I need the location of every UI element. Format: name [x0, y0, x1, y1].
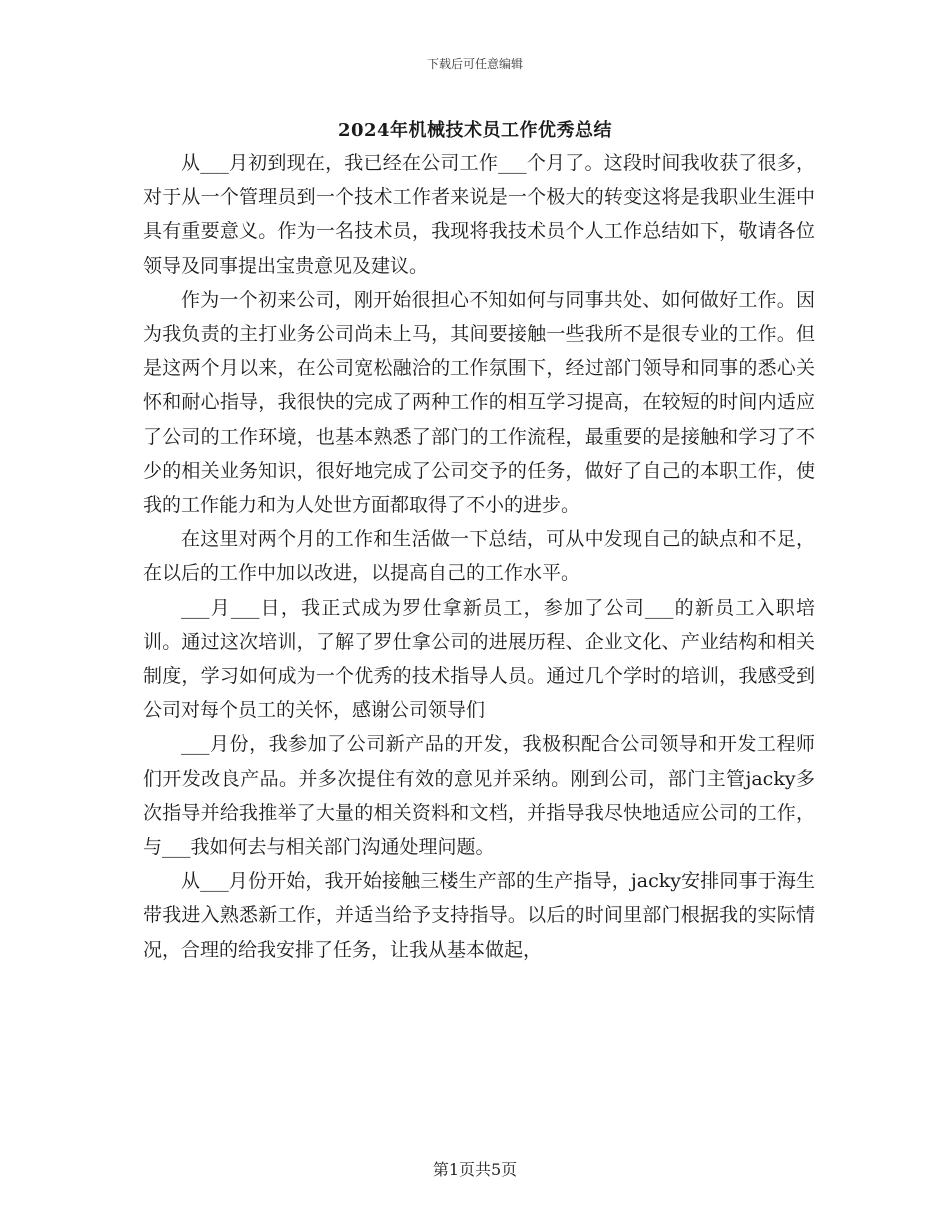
paragraph-1: 从___月初到现在，我已经在公司工作___个月了。这段时间我收获了很多，对于从一个管理员到一个技术工作者来说是一个极大的转变这将是我职业生涯中具有重要意义。作为一名技术员，我现将我技术员个人工作总结如下，敬请各位领导及同事提出宝贵意见及建议。	[143, 152, 815, 277]
paragraph-3: 在这里对两个月的工作和生活做一下总结，可从中发现自己的缺点和不足，在以后的工作中加以改进，以提高自己的工作水平。	[143, 528, 815, 585]
document-body	[143, 146, 815, 967]
page-indicator: 第1页共5页	[432, 1160, 518, 1179]
paragraph-4: ___月___日，我正式成为罗仕拿新员工，参加了公司___的新员工入职培训。通过这次培训，了解了罗仕拿公司的进展历程、企业文化、产业结构和相关制度，学习如何成为一个优秀的技术指导人员。通过几个学时的培训，我感受到公司对每个员工的关怀，感谢公司领导们	[143, 596, 815, 722]
header-note: 下载后可任意编辑	[426, 57, 523, 71]
paragraph-6: 从___月份开始，我开始接触三楼生产部的生产指导，jacky安排同事于海生带我进入熟悉新工作，并适当给予支持指导。以后的时间里部门根据我的实际情况，合理的给我安排了任务，让我从基本做起，	[143, 870, 815, 961]
paragraph-5: ___月份，我参加了公司新产品的开发，我极积配合公司领导和开发工程师们开发改良产品。并多次提住有效的意见并采纳。刚到公司，部门主管jacky多次指导并给我推举了大量的相关资料和文档，并指导我尽快地适应公司的工作，与___我如何去与相关部门沟通处理问题。	[143, 733, 815, 859]
document-title: 2024年机械技术员工作优秀总结	[337, 120, 613, 141]
paragraph-2: 作为一个初来公司，刚开始很担心不知如何与同事共处、如何做好工作。因为我负责的主打业务公司尚未上马，其间要接触一些我所不是很专业的工作。但是这两个月以来，在公司宽松融洽的工作氛围下，经过部门领导和同事的悉心关怀和耐心指导，我很快的完成了两种工作的相互学习提高，在较短的时间内适应了公司的工作环境，也基本熟悉了部门的工作流程，最重要的是接触和学习了不少的相关业务知识，很好地完成了公司交予的任务，做好了自己的本职工作，使我的工作能力和为人处世方面都取得了不小的进步。	[143, 288, 815, 517]
